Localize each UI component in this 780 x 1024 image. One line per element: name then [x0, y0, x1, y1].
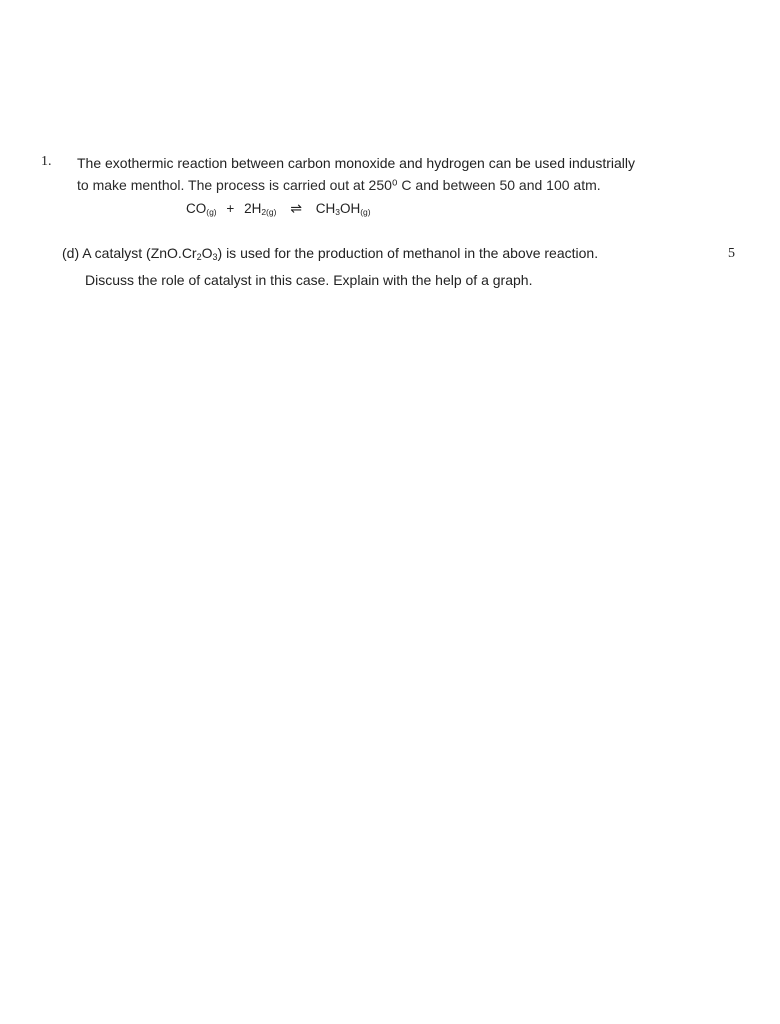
marks-value: 5	[728, 246, 735, 261]
part-d	[62, 242, 682, 292]
reactant-co: CO	[186, 201, 207, 216]
reactant-h2: 2H	[244, 201, 262, 216]
product-ch: CH	[315, 201, 336, 216]
product-state: (g)	[360, 207, 371, 217]
part-d-line-2: Discuss the role of catalyst in this case. Explain with the help of a graph.	[85, 272, 533, 288]
part-d-sub-2: 3	[212, 252, 218, 262]
part-d-suffix: ) is used for the production of methanol in the above reaction.	[217, 245, 599, 261]
chemical-equation	[186, 200, 371, 217]
product-oh: OH	[339, 201, 361, 216]
reactant-h2-state: 2(g)	[261, 207, 277, 217]
plus-sign: +	[226, 201, 235, 216]
stem-line-2: to make menthol. The process is carried out at 250⁰ C and between 50 and 100 atm.	[77, 177, 601, 193]
equilibrium-arrow-icon: ⇌	[290, 200, 302, 216]
product-sub-3: 3	[335, 207, 340, 217]
stem-line-1: The exothermic reaction between carbon monoxide and hydrogen can be used industrially	[77, 155, 636, 171]
reactant-co-state: (g)	[206, 207, 217, 217]
question-number: 1.	[41, 154, 52, 169]
part-d-mid: O	[201, 245, 213, 261]
part-d-prefix: (d) A catalyst (ZnO.Cr	[62, 245, 197, 261]
part-d-sub-1: 2	[196, 252, 202, 262]
part-d-line-1	[62, 242, 682, 269]
question-stem	[77, 152, 697, 196]
